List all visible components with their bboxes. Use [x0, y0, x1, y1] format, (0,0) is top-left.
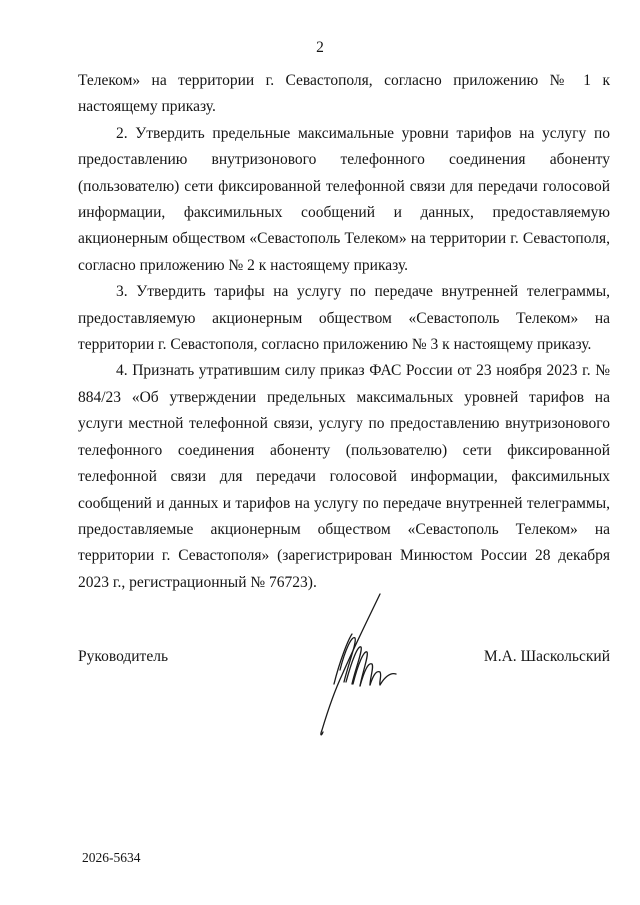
- document-registration-number: 2026-5634: [82, 850, 141, 865]
- document-body: [78, 68, 610, 596]
- paragraph-item-4: 4. Признать утратившим силу приказ ФАС России от 23 ноября 2023 г. № 884/23 «Об утверждении предельных максимальных уровней тарифов на услуги местной телефонной связи, услугу по предоставлению внутризонового телефонного соединения абоненту (пользователю) сети фиксированной телефонной связи для передачи голосовой информации, факсимильных сообщений и данных и тарифов на услугу по передаче внутренней телеграммы, предоставляемые акционерным обществом «Севастополь Телеком» на территории г. Севастополя» (зарегистрирован Минюстом России 28 декабря 2023 г., регистрационный № 76723).: [78, 362, 610, 591]
- paragraph-item-2: 2. Утвердить предельные максимальные уровни тарифов на услугу по предоставлению внутризонового телефонного соединения абоненту (пользователю) сети фиксированной телефонной связи для передачи голосовой информации, факсимильных сообщений и данных, предоставляемую акционерным обществом «Севастополь Телеком» на территории г. Севастополя, согласно приложению № 2 к настоящему приказу.: [78, 124, 610, 274]
- page-number: 2: [316, 39, 324, 56]
- paragraph-continuation: Телеком» на территории г. Севастополя, согласно приложению № 1 к настоящему приказу.: [78, 72, 610, 116]
- signer-name: М.А. Шаскольский: [483, 648, 610, 665]
- paragraph-item-3: 3. Утвердить тарифы на услугу по передаче внутренней телеграммы, предоставляемую акционерным обществом «Севастополь Телеком» на территории г. Севастополя, согласно приложению № 3 к настоящему приказу.: [78, 283, 610, 354]
- signature-block: [78, 648, 610, 672]
- signer-position: Руководитель: [78, 648, 169, 665]
